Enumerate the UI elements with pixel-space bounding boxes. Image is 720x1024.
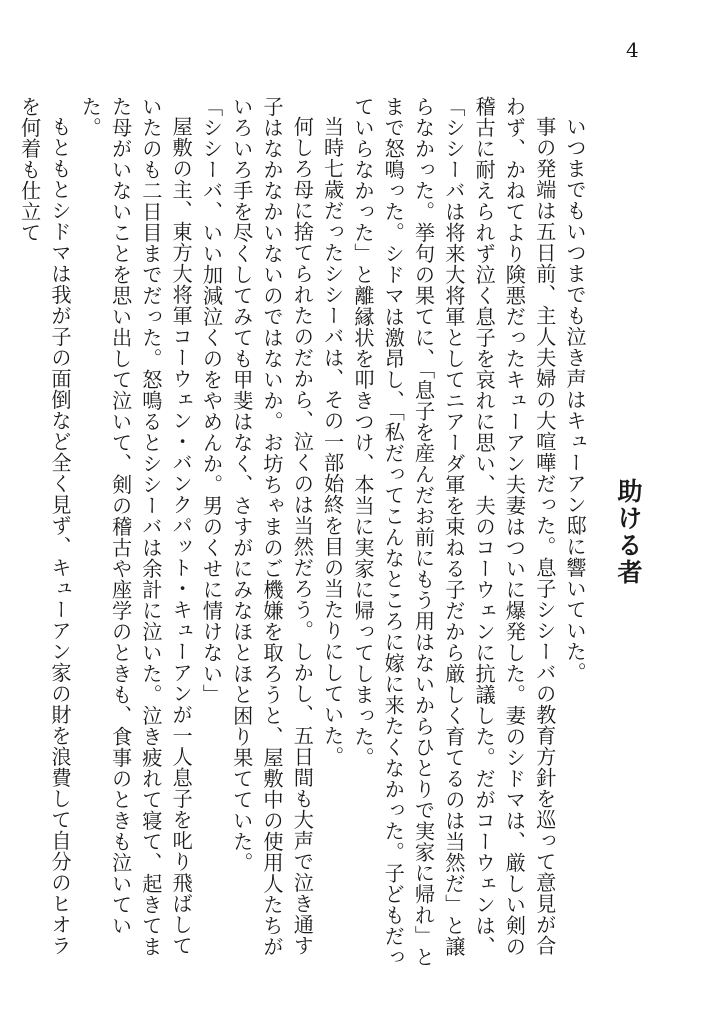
paragraph: 何しろ母に捨てられたのだから、泣くのは当然だろう。しかし、五日間も大声で泣き通す子はなかなかいないのではないか。お坊ちゃまのご機嫌を取ろうと、屋敷中の使用人たちがいろいろ手を尽くしてみても甲斐はなく、さすがにみなほとほと困り果てていた。 bbox=[229, 96, 315, 957]
paragraph: もともとシドマは我が子の面倒など全く見ず、キューアン家の財を浪費して自分のヒオラを何着も仕立て bbox=[17, 96, 72, 957]
page-number: 4 bbox=[626, 38, 639, 62]
dialogue-line: 「シシーバ、いい加減泣くのをやめんか。男のくせに情けない」 bbox=[199, 96, 224, 705]
body-text bbox=[17, 96, 590, 976]
paragraph: いつまでもいつまでも泣き声はキューアン邸に響いていた。 bbox=[563, 116, 587, 684]
paragraph: 事の発端は五日前、主人夫婦の大喧嘩だった。息子シシーバの教育方針を巡って意見が合わず、かねてより険悪だったキューアン夫妻はついに爆発した。妻のシドマは、厳しい剣の稽古に耐えられず泣く息子を哀れに思い、夫のコーウェンに抗議した。だがコーウェンは、「シシーバは将来大将軍としてニアーダ軍を束ねる子だから厳しく育てるのは当然だ」と譲らなかった。挙句の果てに、「息子を産んだお前にもう用はないからひとりで実家に帰れ」とまで怒鳴った。シドマは激昂し、「私だってこんなところに嫁に来たくなかった。子どもだっていらなかった」と離縁状を叩きつけ、本当に実家に帰ってしまった。 bbox=[350, 96, 557, 968]
paragraph: 当時七歳だったシシーバは、その一部始終を目の当たりにしていた。 bbox=[320, 116, 345, 768]
chapter-title: 助ける者 bbox=[614, 478, 643, 586]
paragraph: 屋敷の主、東方大将軍コーウェン・バンクパット・キューアンが一人息子を叱り飛ばしていたのも二日目までだった。怒鳴るとシシーバは余計に泣いた。泣き疲れて寝て、起きてまた母がいないことを思い出して泣いて、剣の稽古や座学のときも、食事のときも泣いていた。 bbox=[78, 96, 194, 957]
